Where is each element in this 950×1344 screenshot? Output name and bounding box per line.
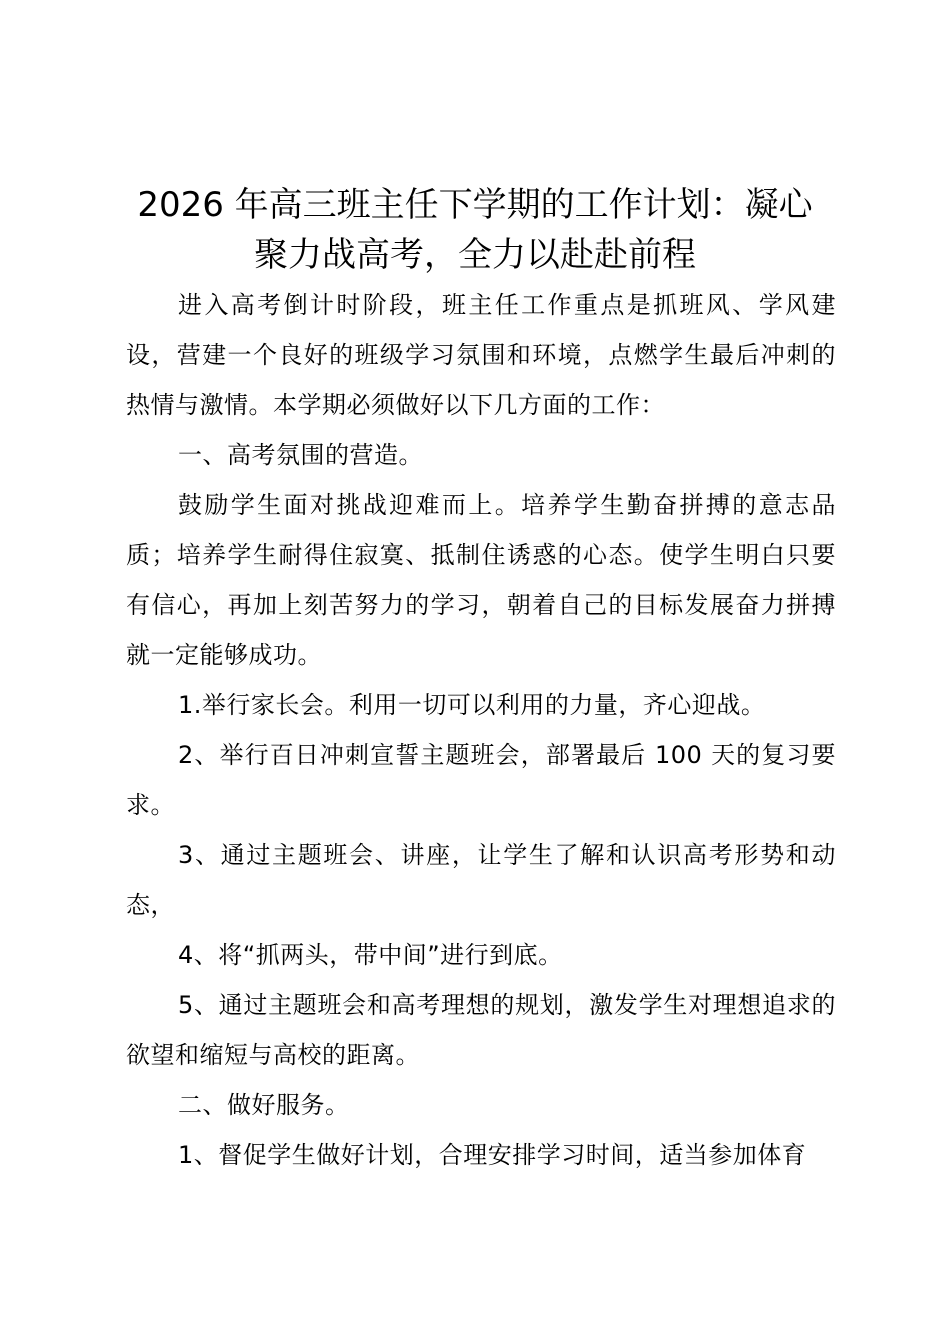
paragraph: 鼓励学生面对挑战迎难而上。培养学生勤奋拼搏的意志品质；培养学生耐得住寂寞、抵制住诱惑的心态。使学生明白只要有信心，再加上刻苦努力的学习，朝着自己的目标发展奋力拼搏就一定能够成功。 xyxy=(126,491,836,669)
list-item: 1、督促学生做好计划，合理安排学习时间，适当参加体育 xyxy=(178,1141,807,1169)
title-line-1: 2026 年高三班主任下学期的工作计划：凝心 xyxy=(137,185,813,225)
list-item: 2、举行百日冲刺宣誓主题班会，部署最后 100 天的复习要求。 xyxy=(126,741,836,819)
document-title xyxy=(110,180,840,280)
list-item: 4、将“抓两头，带中间”进行到底。 xyxy=(178,941,563,969)
section-heading-2: 二、做好服务。 xyxy=(178,1091,350,1119)
section-heading-1: 一、高考氛围的营造。 xyxy=(178,441,423,469)
title-line-2: 聚力战高考，全力以赴赴前程 xyxy=(254,235,696,275)
list-item: 5、通过主题班会和高考理想的规划，激发学生对理想追求的欲望和缩短与高校的距离。 xyxy=(126,991,836,1069)
list-item: 1.举行家长会。利用一切可以利用的力量，齐心迎战。 xyxy=(178,691,766,719)
list-item: 3、通过主题班会、讲座，让学生了解和认识高考形势和动态， xyxy=(126,841,836,919)
document-body xyxy=(126,280,836,1180)
paragraph-intro: 进入高考倒计时阶段，班主任工作重点是抓班风、学风建设，营建一个良好的班级学习氛围和环境，点燃学生最后冲刺的热情与激情。本学期必须做好以下几方面的工作： xyxy=(126,291,836,419)
